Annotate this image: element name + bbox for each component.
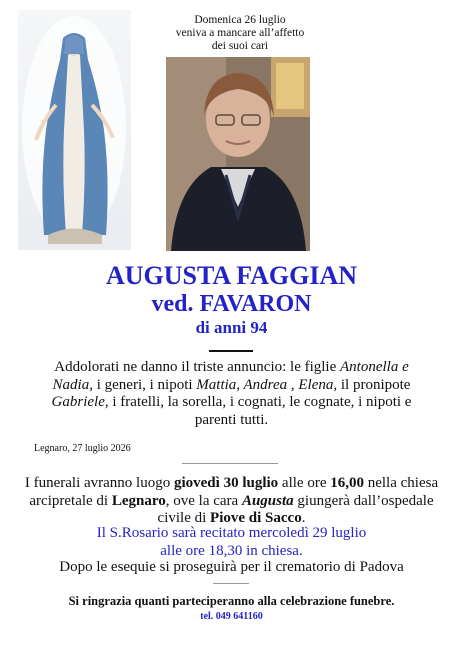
- deceased-name: AUGUSTA FAGGIAN: [105, 261, 358, 290]
- divider: [209, 350, 253, 352]
- funeral-part: giungerà dall’ospedale civile di: [157, 492, 434, 526]
- announcement-part: il pronipote: [337, 376, 411, 393]
- funeral-part: alle ore: [278, 475, 331, 491]
- announcement-part: , i fratelli, la sorella, i cognati, le cognate, i nipoti e parenti tutti.: [104, 394, 412, 428]
- funeral-part: I funerali avranno luogo: [24, 475, 174, 491]
- rosary-line-2: alle ore 18,30 in chiesa.: [160, 542, 303, 559]
- funeral-details: [20, 475, 443, 528]
- rosary-info: [20, 525, 443, 560]
- funeral-place: Legnaro: [111, 492, 166, 509]
- funeral-time: 16,00: [330, 475, 364, 491]
- announcement-text: [40, 359, 423, 429]
- daughters-names: Antonella e Nadia,: [52, 359, 409, 393]
- grandchildren-names: Mattia, Andrea , Elena,: [196, 376, 338, 393]
- divider: [213, 583, 249, 584]
- funeral-part: .: [301, 510, 306, 526]
- funeral-hospital: Piove di Sacco: [210, 510, 302, 526]
- great-grandchild-name: Gabriele: [51, 394, 105, 410]
- funeral-day: giovedì 30 luglio: [173, 475, 279, 491]
- deceased-age: di anni 94: [195, 318, 268, 337]
- phone-number: tel. 049 641160: [200, 611, 263, 622]
- thanks-text: Si ringrazia quanti parteciperanno alla celebrazione funebre.: [68, 594, 395, 608]
- header-line-1: Domenica 26 luglio: [194, 14, 286, 26]
- date-place: Legnaro, 27 luglio 2026: [34, 443, 131, 454]
- funeral-part: nella chiesa arcipretale di: [29, 475, 439, 509]
- announcement-part: Addolorati ne danno il triste annuncio: le figlie: [54, 359, 341, 375]
- deceased-married-name: ved. FAVARON: [151, 291, 312, 317]
- divider: [182, 463, 278, 464]
- rosary-line-1: Il S.Rosario sarà recitato mercoledì 29 luglio: [96, 525, 367, 541]
- funeral-deceased-name: Augusta: [241, 492, 294, 509]
- death-notice-header: [160, 14, 320, 53]
- header-line-3: dei suoi cari: [211, 40, 269, 52]
- portrait-photo: [166, 57, 310, 251]
- announcement-part: i generi, i nipoti: [92, 376, 197, 393]
- madonna-image: [18, 10, 131, 250]
- header-line-2: veniva a mancare all’affetto: [175, 27, 305, 39]
- cremation-info: Dopo le esequie si proseguirà per il crematorio di Padova: [59, 559, 404, 575]
- funeral-part: , ove la cara: [165, 492, 242, 509]
